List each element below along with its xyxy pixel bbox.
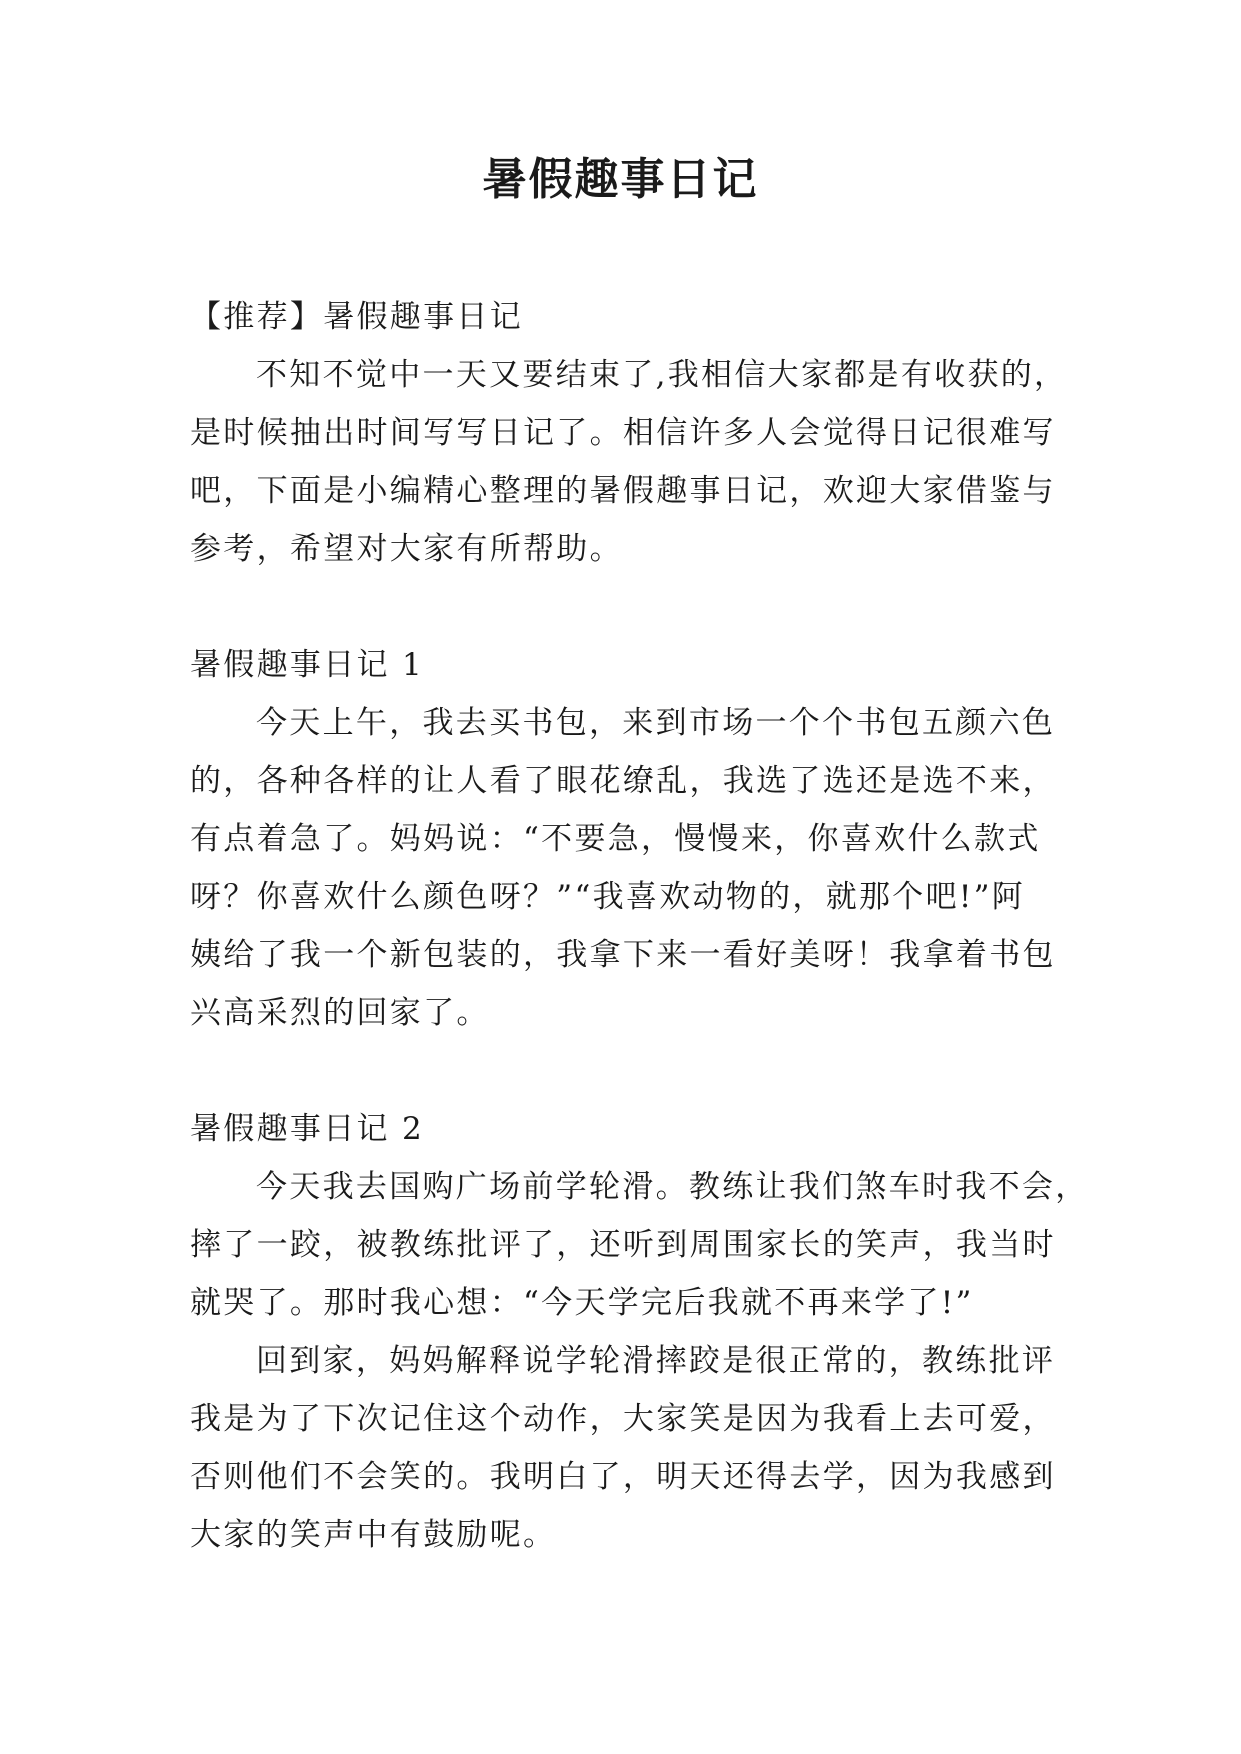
diary1-line: 兴高采烈的回家了。 xyxy=(190,995,490,1031)
intro-heading: 【推荐】暑假趣事日记 xyxy=(190,299,523,335)
diary2-heading: 暑假趣事日记 2 xyxy=(190,1111,424,1147)
diary1-line: 的，各种各样的让人看了眼花缭乱，我选了选还是选不来， xyxy=(190,763,1056,799)
diary1-line: 有点着急了。妈妈说：“不要急，慢慢来，你喜欢什么款式 xyxy=(190,821,1041,857)
diary2-para1-line: 今天我去国购广场前学轮滑。教练让我们煞车时我不会， xyxy=(256,1169,1089,1205)
diary1-line: 姨给了我一个新包装的，我拿下来一看好美呀！我拿着书包 xyxy=(190,937,1056,973)
intro-line: 不知不觉中一天又要结束了,我相信大家都是有收获的， xyxy=(256,357,1068,393)
intro-line: 是时候抽出时间写写日记了。相信许多人会觉得日记很难写 xyxy=(190,415,1056,451)
document-body xyxy=(190,288,1089,1564)
diary2-para2-line: 我是为了下次记住这个动作，大家笑是因为我看上去可爱， xyxy=(190,1401,1056,1437)
diary2-para1-line: 摔了一跤，被教练批评了，还听到周围家长的笑声，我当时 xyxy=(190,1227,1056,1263)
section-gap xyxy=(190,578,1060,636)
diary2-para2-line: 否则他们不会笑的。我明白了，明天还得去学，因为我感到 xyxy=(190,1459,1056,1495)
intro-line: 参考，希望对大家有所帮助。 xyxy=(190,531,623,567)
document-title: 暑假趣事日记 xyxy=(482,154,759,205)
section-gap xyxy=(190,1042,1060,1100)
diary2-para2-line: 回到家，妈妈解释说学轮滑摔跤是很正常的，教练批评 xyxy=(256,1343,1056,1379)
diary2-para1-line: 就哭了。那时我心想：“今天学完后我就不再来学了!” xyxy=(190,1285,974,1321)
intro-line: 吧，下面是小编精心整理的暑假趣事日记，欢迎大家借鉴与 xyxy=(190,473,1056,509)
diary1-line: 呀？你喜欢什么颜色呀？”“我喜欢动物的，就那个吧!”阿 xyxy=(190,879,1026,915)
diary1-line: 今天上午，我去买书包，来到市场一个个书包五颜六色 xyxy=(256,705,1056,741)
diary2-para2-line: 大家的笑声中有鼓励呢。 xyxy=(190,1517,557,1553)
diary1-heading: 暑假趣事日记 1 xyxy=(190,647,424,683)
